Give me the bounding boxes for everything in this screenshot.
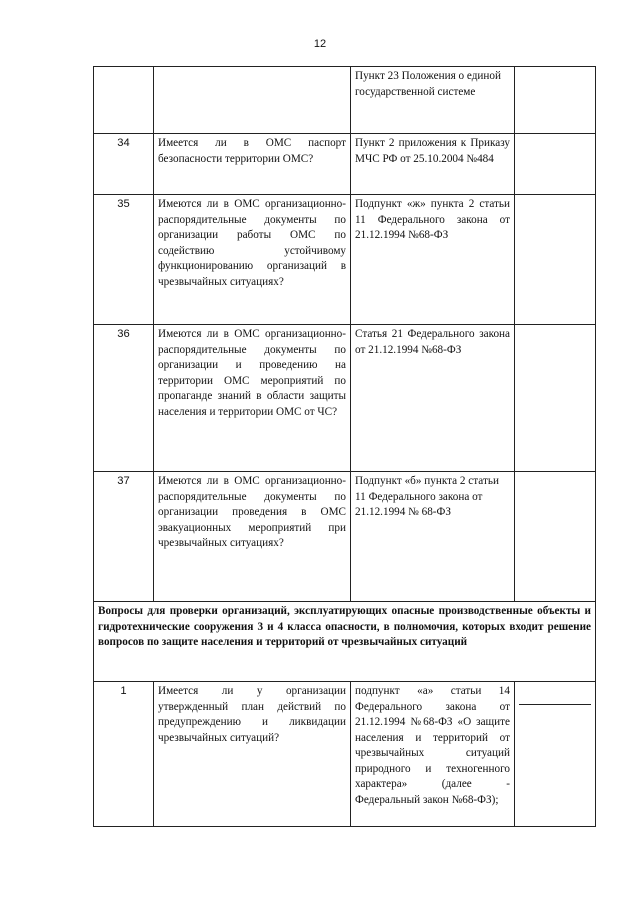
page-number: 12 xyxy=(313,38,327,50)
section-heading: Вопросы для проверки организаций, эксплуатирующих опасные производственные объекты и гидротехнические сооружения 3 и 4 класса опасности, в полномочия, которых входит решение вопросов по защите населения и территорий от чрезвычайных ситуаций xyxy=(94,602,596,682)
reference-cell: Статья 21 Федерального закона от 21.12.1994 №68-ФЗ xyxy=(351,325,515,472)
question-cell: Имеются ли в ОМС организационно-распорядительные документы по организации проведения в ОМС эвакуационных мероприятий при чрезвычайных ситуациях? xyxy=(154,472,351,602)
answer-cell xyxy=(515,472,596,602)
answer-cell xyxy=(515,682,596,827)
answer-subcell xyxy=(519,684,591,705)
question-cell xyxy=(154,67,351,134)
reference-cell: Подпункт «ж» пункта 2 статьи 11 Федерального закона от 21.12.1994 №68-ФЗ xyxy=(351,195,515,325)
question-cell: Имеются ли в ОМС организационно-распорядительные документы по организации работы ОМС по содействию устойчивому функционированию организаций в чрезвычайных ситуациях? xyxy=(154,195,351,325)
reference-cell: Подпункт «б» пункта 2 статьи 11 Федерального закона от 21.12.1994 № 68-ФЗ xyxy=(351,472,515,602)
table-row xyxy=(94,682,596,827)
question-cell: Имеются ли в ОМС организационно-распорядительные документы по организации и проведению на территории ОМС мероприятий по пропаганде знаний в области защиты населения и территории ОМС от ЧС? xyxy=(154,325,351,472)
reference-cell: подпункт «а» статьи 14 Федерального закона от 21.12.1994 №68-ФЗ «О защите населения и территорий от чрезвычайных ситуаций природного и техногенного характера» (далее - Федеральный закон №68-ФЗ); xyxy=(351,682,515,827)
row-number: 1 xyxy=(94,682,154,827)
section-heading-row xyxy=(94,602,596,682)
question-cell: Имеется ли у организации утвержденный план действий по предупреждению и ликвидации чрезвычайных ситуаций? xyxy=(154,682,351,827)
question-cell: Имеется ли в ОМС паспорт безопасности территории ОМС? xyxy=(154,134,351,195)
answer-cell xyxy=(515,134,596,195)
answer-cell xyxy=(515,67,596,134)
table-row xyxy=(94,67,596,134)
row-number: 36 xyxy=(94,325,154,472)
table-row xyxy=(94,325,596,472)
reference-cell: Пункт 2 приложения к Приказу МЧС РФ от 25.10.2004 №484 xyxy=(351,134,515,195)
row-number xyxy=(94,67,154,134)
row-number: 35 xyxy=(94,195,154,325)
row-number: 37 xyxy=(94,472,154,602)
reference-cell: Пункт 23 Положения о единой государственной системе xyxy=(351,67,515,134)
checklist-table xyxy=(93,66,596,827)
answer-cell xyxy=(515,195,596,325)
row-number: 34 xyxy=(94,134,154,195)
table-row xyxy=(94,195,596,325)
answer-cell xyxy=(515,325,596,472)
table-row xyxy=(94,134,596,195)
table-row xyxy=(94,472,596,602)
